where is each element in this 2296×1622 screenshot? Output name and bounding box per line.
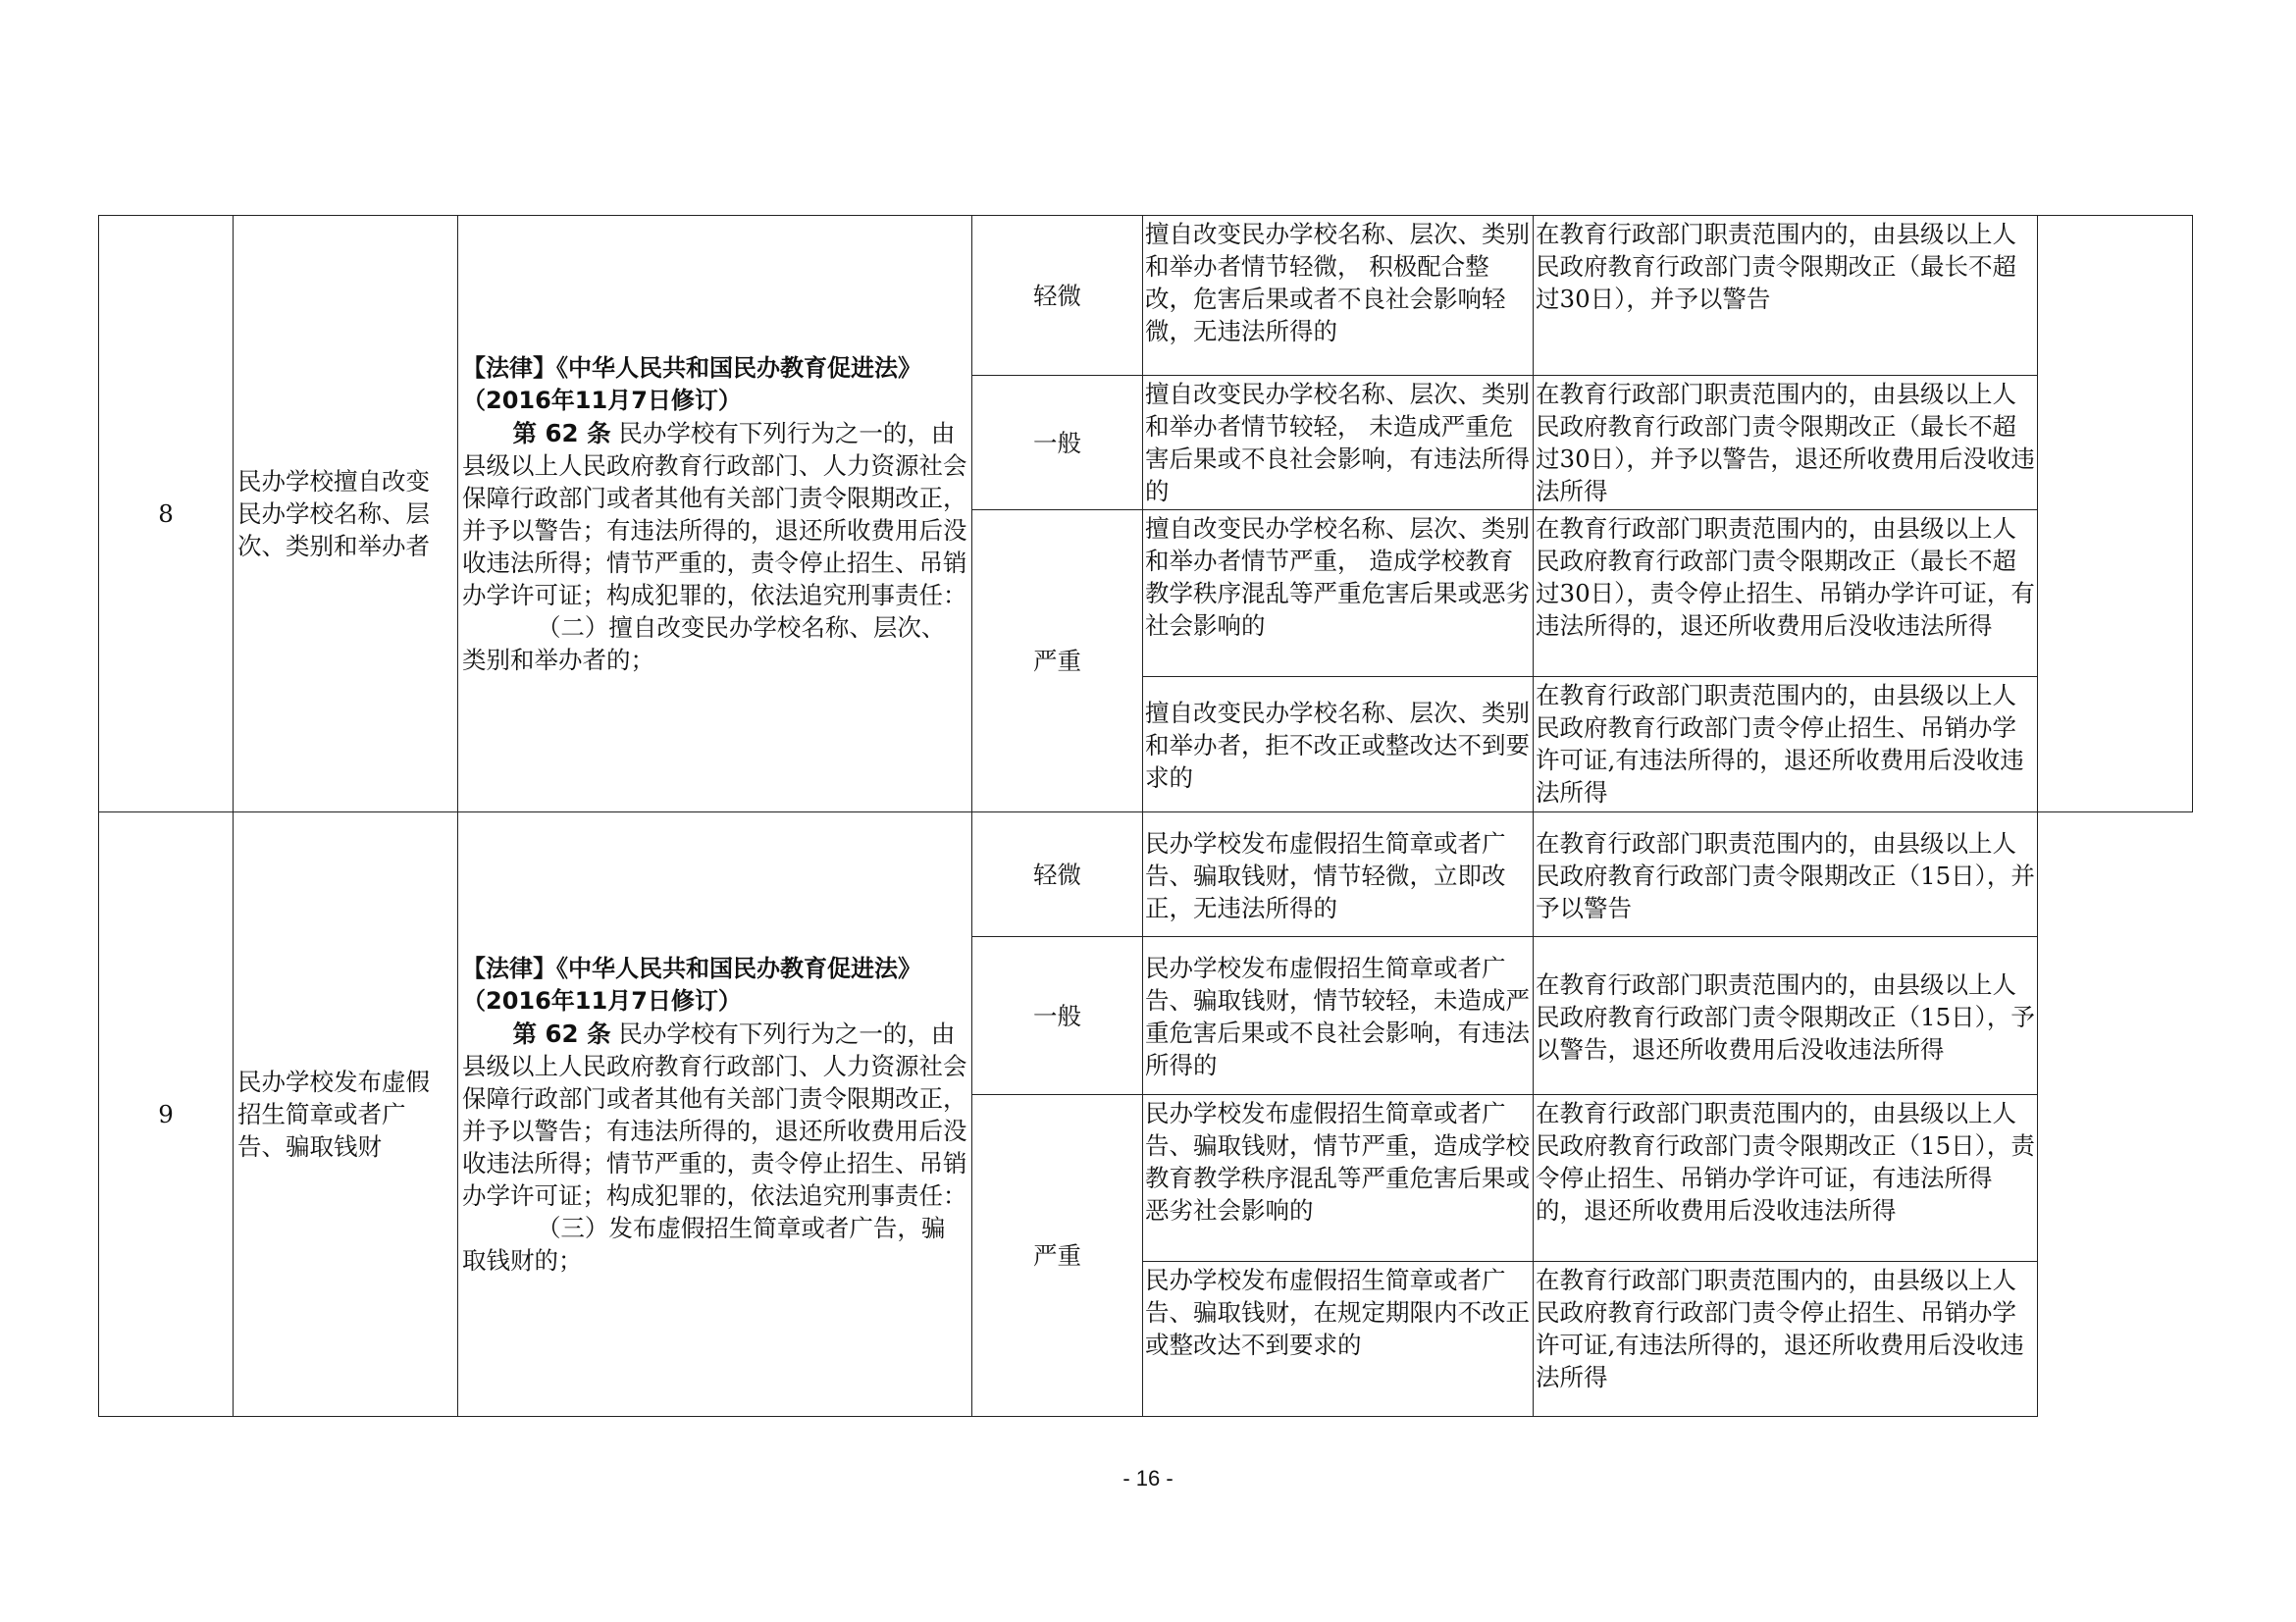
- basis-article: [462, 417, 967, 611]
- table-row: [99, 812, 2193, 937]
- violation-circumstance: 擅自改变民办学校名称、层次、类别和举办者情节严重， 造成学校教育教学秩序混乱等严重危害后果或恶劣社会影响的: [1143, 510, 1534, 677]
- penalty-standard: 在教育行政部门职责范围内的，由县级以上人民政府教育行政部门责令停止招生、吊销办学许可证,有违法所得的，退还所收费用后没收违法所得: [1534, 677, 2038, 812]
- article-number: 第 62 条: [512, 418, 611, 447]
- penalty-standard: 在教育行政部门职责范围内的，由县级以上人民政府教育行政部门责令限期改正（最长不超过30日），并予以警告，退还所收费用后没收违法所得: [1534, 376, 2038, 510]
- table-row: [99, 216, 2193, 376]
- penalty-standard: 在教育行政部门职责范围内的，由县级以上人民政府教育行政部门责令停止招生、吊销办学许可证,有违法所得的，退还所收费用后没收违法所得: [1534, 1262, 2038, 1417]
- violation-circumstance: 擅自改变民办学校名称、层次、类别和举办者情节轻微， 积极配合整改，危害后果或者不良社会影响轻微，无违法所得的: [1143, 216, 1534, 376]
- violation-item: 民办学校擅自改变民办学校名称、层次、类别和举办者: [234, 216, 458, 812]
- penalty-standard: 在教育行政部门职责范围内的，由县级以上人民政府教育行政部门责令限期改正（15日），并予以警告: [1534, 812, 2038, 937]
- basis-clause: （三）发布虚假招生简章或者广告，骗取钱财的；: [462, 1213, 946, 1275]
- violation-circumstance: 擅自改变民办学校名称、层次、类别和举办者情节较轻， 未造成严重危害后果或不良社会影响，有违法所得的: [1143, 376, 1534, 510]
- penalty-standards-table: [98, 215, 2193, 1417]
- violation-circumstance: 民办学校发布虚假招生简章或者广告、骗取钱财，在规定期限内不改正或整改达不到要求的: [1143, 1262, 1534, 1417]
- basis-heading: 【法律】《中华人民共和国民办教育促进法》（2016年11月7日修订）: [462, 353, 921, 414]
- row-number: 8: [99, 216, 234, 812]
- article-text: 民办学校有下列行为之一的，由县级以上人民政府教育行政部门、人力资源社会保障行政部门或者其他有关部门责令限期改正，并予以警告；有违法所得的，退还所收费用后没收违法所得；情节严重的，责令停止招生、吊销办学许可证；构成犯罪的，依法追究刑事责任：: [462, 418, 967, 609]
- severity-level: 一般: [972, 376, 1143, 510]
- penalty-standard: 在教育行政部门职责范围内的，由县级以上人民政府教育行政部门责令限期改正（15日），责令停止招生、吊销办学许可证，有违法所得的，退还所收费用后没收违法所得: [1534, 1095, 2038, 1262]
- penalty-standard: 在教育行政部门职责范围内的，由县级以上人民政府教育行政部门责令限期改正（最长不超过30日），责令停止招生、吊销办学许可证，有违法所得的，退还所收费用后没收违法所得: [1534, 510, 2038, 677]
- violation-item: 民办学校发布虚假招生简章或者广告、骗取钱财: [234, 812, 458, 1417]
- row-number: 9: [99, 812, 234, 1417]
- penalty-standard: 在教育行政部门职责范围内的，由县级以上人民政府教育行政部门责令限期改正（最长不超过30日），并予以警告: [1534, 216, 2038, 376]
- remarks-cell: [2038, 216, 2193, 812]
- severity-level: 轻微: [972, 216, 1143, 376]
- article-number: 第 62 条: [512, 1019, 611, 1048]
- violation-circumstance: 民办学校发布虚假招生简章或者广告、骗取钱财，情节较轻，未造成严重危害后果或不良社会影响，有违法所得的: [1143, 937, 1534, 1095]
- violation-circumstance: 民办学校发布虚假招生简章或者广告、骗取钱财，情节严重，造成学校教育教学秩序混乱等严重危害后果或恶劣社会影响的: [1143, 1095, 1534, 1262]
- page-number: - 16 -: [1122, 1466, 1174, 1491]
- legal-basis: [458, 812, 972, 1417]
- violation-circumstance: 擅自改变民办学校名称、层次、类别和举办者，拒不改正或整改达不到要求的: [1143, 677, 1534, 812]
- violation-circumstance: 民办学校发布虚假招生简章或者广告、骗取钱财，情节轻微，立即改正，无违法所得的: [1143, 812, 1534, 937]
- severity-level: 轻微: [972, 812, 1143, 937]
- severity-level: 严重: [972, 510, 1143, 812]
- severity-level: 严重: [972, 1095, 1143, 1417]
- basis-article: [462, 1018, 967, 1212]
- basis-heading: 【法律】《中华人民共和国民办教育促进法》（2016年11月7日修订）: [462, 954, 921, 1015]
- article-text: 民办学校有下列行为之一的，由县级以上人民政府教育行政部门、人力资源社会保障行政部门或者其他有关部门责令限期改正，并予以警告；有违法所得的，退还所收费用后没收违法所得；情节严重的，责令停止招生、吊销办学许可证；构成犯罪的，依法追究刑事责任：: [462, 1019, 967, 1210]
- legal-basis: [458, 216, 972, 812]
- basis-clause: （二）擅自改变民办学校名称、层次、类别和举办者的；: [462, 612, 946, 674]
- severity-level: 一般: [972, 937, 1143, 1095]
- penalty-standard: 在教育行政部门职责范围内的，由县级以上人民政府教育行政部门责令限期改正（15日），予以警告，退还所收费用后没收违法所得: [1534, 937, 2038, 1095]
